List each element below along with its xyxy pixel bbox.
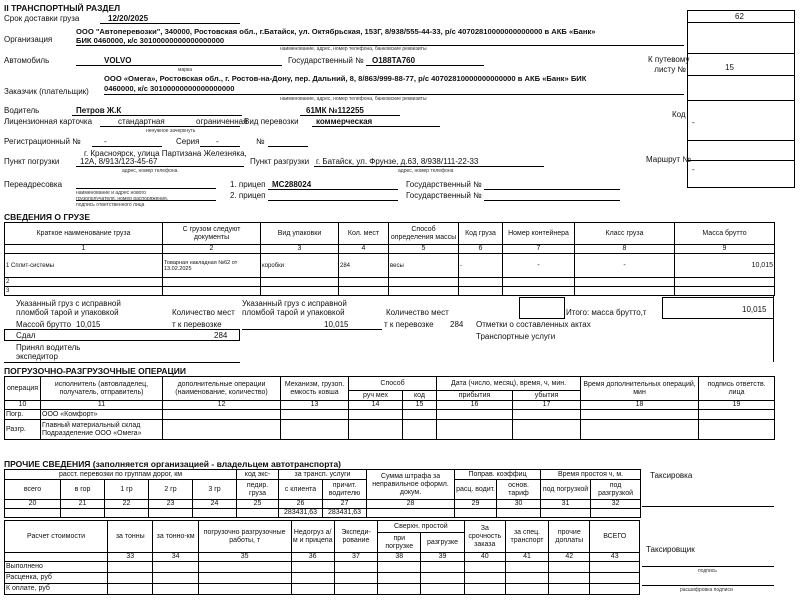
other-num2: 34 — [153, 553, 198, 562]
cargo-h-places: Кол. мест — [339, 223, 389, 245]
cargo-title: СВЕДЕНИЯ О ГРУЗЕ — [4, 212, 91, 222]
license-standard: стандартная — [118, 117, 165, 126]
ops-h-arrival: прибытия — [437, 391, 513, 401]
cargo-num: 8 — [575, 245, 675, 254]
summary-left-text2: пломбой тарой и упаковкой — [16, 308, 119, 317]
cargo-h-pack: Вид упаковки — [261, 223, 339, 245]
summary-mid-text1: Указанный груз с исправной — [242, 299, 347, 308]
summary-mid-mass: 10,015 — [324, 320, 349, 329]
other-num: 21 — [61, 500, 105, 509]
other-num2: 43 — [590, 553, 640, 562]
load-line1: г. Красноярск, улица Партизана Железняка, — [84, 149, 247, 158]
ops-num: 17 — [513, 401, 581, 410]
driver-code: 61МК №112255 — [306, 106, 364, 115]
ops-h-mech: Механизм, грузоп. емкость ковша — [281, 377, 349, 401]
car-value: VOLVO — [104, 56, 132, 65]
org-line1: ООО "Автоперевозки", 340000, Ростовская обл., г.Батайск, ул. Октябрьская, 153Г, 8/938/555-44-33, р/с 40702810000000000000 в АКБ «Банк» — [76, 27, 596, 36]
delivery-label: Срок доставки груза — [4, 14, 80, 23]
ops-h-extra-time: Время дополнительных операций, мин — [581, 377, 699, 401]
other-h-shortfall: Недогруз а/м и прицепа — [291, 521, 334, 553]
other-h-g1: 1 гр — [105, 480, 149, 500]
load-caption: адрес, номер телефона — [122, 168, 178, 174]
other-num: 23 — [149, 500, 193, 509]
other-h-load-work: погрузочно разгрузочные работы, т — [198, 521, 291, 553]
other-h-over-idle: Сверхн. простой — [378, 521, 465, 533]
other-num2: 36 — [291, 553, 334, 562]
ops-h-code: код — [403, 391, 437, 401]
delivery-date: 12/20/2025 — [108, 14, 149, 23]
customer-caption: наименование, адрес, номер телефона, банковские реквизиты — [280, 96, 427, 102]
org-caption: наименование, адрес, номер телефона, банковские реквизиты — [280, 46, 427, 52]
state-no-value: О188ТА760 — [372, 56, 416, 65]
cargo-num: 9 — [675, 245, 775, 254]
other-done-label: Выполнено — [5, 562, 108, 573]
cargo-row1-container: - — [503, 254, 575, 278]
other-num: 32 — [591, 500, 641, 509]
ops-h-manual: руч мех — [349, 391, 403, 401]
cargo-row1-code: - — [459, 254, 503, 278]
summary-accepted-label1: Принял водитель — [16, 343, 81, 352]
cargo-row1-method: весы — [389, 254, 459, 278]
cargo-num: 1 — [5, 245, 163, 254]
route-value: - — [692, 165, 695, 174]
other-h-all: ВСЕГО — [590, 521, 640, 553]
other-num2: 38 — [378, 553, 421, 562]
summary-handed-value: 284 — [214, 331, 228, 340]
other-h-city: в гор — [61, 480, 105, 500]
other-num: 24 — [193, 500, 237, 509]
state-no-label: Государственный № — [288, 56, 364, 65]
transport-type-label: Вид перевозки — [244, 117, 299, 126]
other-num: 31 — [541, 500, 591, 509]
load-label: Пункт погрузки — [4, 157, 60, 166]
other-num: 25 — [237, 500, 279, 509]
driver-label: Водитель — [4, 106, 40, 115]
ops-num: 11 — [41, 401, 163, 410]
ops-num: 15 — [403, 401, 437, 410]
summary-total-label: Итого: масса брутто,т — [566, 308, 647, 317]
other-h-fine: Сумма штрафа за неправильное оформл. докум. — [367, 470, 455, 500]
ops-h-method: Способ — [349, 377, 437, 391]
other-h-idle-unload: под разгрузкой — [591, 480, 641, 500]
other-h-expedition: Экспеди-рование — [334, 521, 377, 553]
trailer1-label: 1. прицеп — [230, 180, 266, 189]
taxer-label: Таксировщик — [646, 545, 695, 554]
ops-h-signature: подпись ответств. лица — [699, 377, 775, 401]
cargo-row3-label: 3 — [5, 287, 163, 296]
cargo-num: 5 — [389, 245, 459, 254]
other-h-total: всего — [5, 480, 61, 500]
load-line2: 12А, 8/913/123-45-67 — [80, 157, 158, 166]
state-no-label-2: Государственный № — [406, 180, 482, 189]
trailer1-value: МС288024 — [272, 180, 312, 189]
other-h-other-pay: прочие доплаты — [549, 521, 590, 553]
ops-h-departure: убытия — [513, 391, 581, 401]
other-rate-label: Расценка, руб — [5, 573, 108, 584]
other-num: 27 — [323, 500, 367, 509]
cargo-row1-mass: 10,015 — [675, 254, 775, 278]
code-label: Код — [672, 110, 686, 119]
waybill-label: К путевому — [648, 55, 690, 64]
ops-table — [4, 376, 775, 440]
code-value: - — [692, 118, 695, 127]
customer-line2: 0460000, к/с 30100000000000000000 — [104, 84, 235, 93]
cargo-h-class: Класс груза — [575, 223, 675, 245]
cargo-num: 2 — [163, 245, 261, 254]
other-h-code-exp2: педир. груза — [237, 480, 279, 500]
summary-acts-label: Отметки о составленных актах — [476, 320, 591, 329]
other-num: 20 — [5, 500, 61, 509]
ops-unload-value: Главный материальный склад Подразделение ООО «Омега» — [41, 420, 163, 440]
other-h-urgent: За срочность заказа — [464, 521, 505, 553]
waybill-value: 15 — [725, 63, 734, 72]
waybill-label-2: листу № — [654, 65, 686, 74]
other-h-tons: за тонны — [108, 521, 153, 553]
summary-to-transport: т к перевозке — [172, 320, 222, 329]
car-caption: марка — [178, 67, 193, 73]
series-label: Серия — [176, 137, 200, 146]
unload-label: Пункт разгрузки — [250, 157, 310, 166]
reg-label: Регистрационный № — [4, 137, 81, 146]
summary-mass-value: 10,015 — [76, 320, 101, 329]
other-h-driver: причит. водителю — [323, 480, 367, 500]
other-h-dist: расст. перевозки по группам дорог, км — [5, 470, 237, 480]
ops-h-date: Дата (число, месяц), время, ч, мин. — [437, 377, 581, 391]
other-num2: 40 — [464, 553, 505, 562]
transport-type-value: коммерческая — [316, 117, 373, 126]
cargo-num: 4 — [339, 245, 389, 254]
summary-mid-to-transport: т к перевозке — [384, 320, 434, 329]
cargo-h-docs: С грузом следуют документы — [163, 223, 261, 245]
cargo-row2-label: 2 — [5, 278, 163, 287]
cargo-num: 7 — [503, 245, 575, 254]
summary-handed-label: Сдал — [16, 331, 36, 340]
other-calc-label: Расчет стоимости — [5, 521, 108, 553]
other-num2: 41 — [505, 553, 548, 562]
ops-load-value: ООО «Комфорт» — [41, 410, 163, 420]
other-h-code-exp: код экс- — [237, 470, 279, 480]
other-h-idle: Время простоя ч, м. — [541, 470, 641, 480]
unload-caption: адрес, номер телефона — [398, 168, 454, 174]
other-pay-label: К оплате, руб — [5, 584, 108, 595]
cargo-row1-class: - — [575, 254, 675, 278]
other-driver-value: 283431,63 — [323, 509, 367, 518]
org-label: Организация — [4, 35, 53, 44]
ops-num: 16 — [437, 401, 513, 410]
license-limited: ограниченная — [196, 117, 248, 126]
other-num2: 39 — [421, 553, 464, 562]
other-h-at-unload: разгрузке — [421, 533, 464, 553]
side-top-value: 62 — [735, 12, 744, 21]
unload-value: г. Батайск, ул. Фрунзе, д.63, 8/938/111-22-33 — [316, 157, 479, 166]
other-h-g2: 2 гр — [149, 480, 193, 500]
summary-left-qty-label: Количество мест — [172, 308, 235, 317]
section-title: II ТРАНСПОРТНЫЙ РАЗДЕЛ — [4, 3, 121, 13]
ops-num: 12 — [163, 401, 281, 410]
other-h-from-client: с клиента — [279, 480, 323, 500]
ops-num: 13 — [281, 401, 349, 410]
ops-num: 19 — [699, 401, 775, 410]
cargo-row1-places: 284 — [339, 254, 389, 278]
summary-mid-text2: пломбой тарой и упаковкой — [242, 308, 345, 317]
ops-num: 14 — [349, 401, 403, 410]
other-num2: 33 — [108, 553, 153, 562]
license-caption: ненужное зачеркнуть — [146, 128, 196, 134]
cargo-row1-docs: Товарная накладная №62 от 13.02.2025 — [163, 254, 261, 278]
org-line2: БИК 0460000, к/с 30100000000000000000 — [76, 36, 225, 45]
other-num: 22 — [105, 500, 149, 509]
other-h-idle-load: под погрузкой — [541, 480, 591, 500]
cargo-row1-name: 1 Сплит-системы — [5, 254, 163, 278]
cargo-row1-pack: коробки — [261, 254, 339, 278]
cargo-table — [4, 222, 775, 296]
no-label: № — [256, 137, 265, 146]
summary-total-value: 10,015 — [742, 305, 767, 314]
cargo-h-code: Код груза — [459, 223, 503, 245]
car-label: Автомобиль — [4, 56, 50, 65]
summary-left-text1: Указанный груз с исправной — [16, 299, 121, 308]
other-num2: 37 — [334, 553, 377, 562]
route-label: Маршрут № — [646, 155, 691, 164]
customer-line1: ООО «Омега», Ростовская обл., г. Ростов-на-Дону, пер. Дальний, 8, 8/863/999-88-77, р/с 40702810000000000000 в АКБ «Банк» БИК — [104, 74, 587, 83]
other-h-transport-svc: за трансп. услуги — [279, 470, 367, 480]
series-value: - — [216, 137, 219, 146]
trailer2-label: 2. прицеп — [230, 191, 266, 200]
other-table-2 — [4, 520, 640, 595]
ops-title: ПОГРУЗОЧНО-РАЗГРУЗОЧНЫЕ ОПЕРАЦИИ — [4, 366, 186, 376]
summary-accepted-label2: экспедитор — [16, 352, 58, 361]
other-num2: 35 — [198, 553, 291, 562]
other-h-special: за спец. транспорт — [505, 521, 548, 553]
other-num: 30 — [497, 500, 541, 509]
readdress-caption1: наименование и адрес нового — [76, 190, 146, 196]
summary-mass-label: Массой брутто — [16, 320, 72, 329]
other-num: 28 — [367, 500, 455, 509]
reg-value: - — [104, 137, 107, 146]
ops-h-executor: исполнитель (автовладелец, получатель, отправитель) — [41, 377, 163, 401]
ops-h-additional: дополнительные операции (наименование, количество) — [163, 377, 281, 401]
ops-num: 18 — [581, 401, 699, 410]
other-num: 26 — [279, 500, 323, 509]
other-h-coef-calc: расц. водит. — [455, 480, 497, 500]
cargo-h-container: Номер контейнера — [503, 223, 575, 245]
ops-unload-label: Разгр. — [5, 420, 41, 440]
side-box — [687, 10, 795, 188]
other-h-at-load: при погрузке — [378, 533, 421, 553]
customer-label: Заказчик (плательщик) — [4, 87, 89, 96]
readdress-caption2: грузополучателя, номер распоряжения, — [76, 196, 169, 202]
readdress-caption3: подпись ответственного лица — [76, 202, 145, 208]
sign-caption-2: расшифровка подписи — [680, 587, 733, 593]
other-title: ПРОЧИЕ СВЕДЕНИЯ (заполняется организацией - владельцем автотранспорта) — [4, 459, 342, 469]
other-from-client-value: 283431,63 — [279, 509, 323, 518]
other-h-ton-km: за тонно-км — [153, 521, 198, 553]
other-table-1 — [4, 469, 641, 518]
license-label: Лицензионная карточка — [4, 117, 93, 126]
summary-mid-qty-label: Количество мест — [386, 308, 449, 317]
state-no-label-3: Государственный № — [406, 191, 482, 200]
taxation-label: Таксировка — [650, 471, 693, 480]
other-h-g3: 3 гр — [193, 480, 237, 500]
summary-services-label: Транспортные услуги — [476, 332, 556, 341]
readdress-label: Переадресовка — [4, 180, 63, 189]
cargo-h-method: Способ определения массы — [389, 223, 459, 245]
driver-value: Петров Ж.К — [76, 106, 122, 115]
ops-load-label: Погр. — [5, 410, 41, 420]
cargo-h-name: Краткое наименование груза — [5, 223, 163, 245]
other-h-coef-tariff: основ. тариф — [497, 480, 541, 500]
other-num: 29 — [455, 500, 497, 509]
other-num2: 42 — [549, 553, 590, 562]
sign-caption: подпись — [698, 568, 717, 574]
ops-h-op: операция — [5, 377, 41, 401]
summary-mid-qty-value: 284 — [450, 320, 464, 329]
cargo-num: 3 — [261, 245, 339, 254]
other-h-coef: Поправ. коэффиц — [455, 470, 541, 480]
cargo-num: 6 — [459, 245, 503, 254]
ops-num: 10 — [5, 401, 41, 410]
cargo-h-mass: Масса брутто — [675, 223, 775, 245]
